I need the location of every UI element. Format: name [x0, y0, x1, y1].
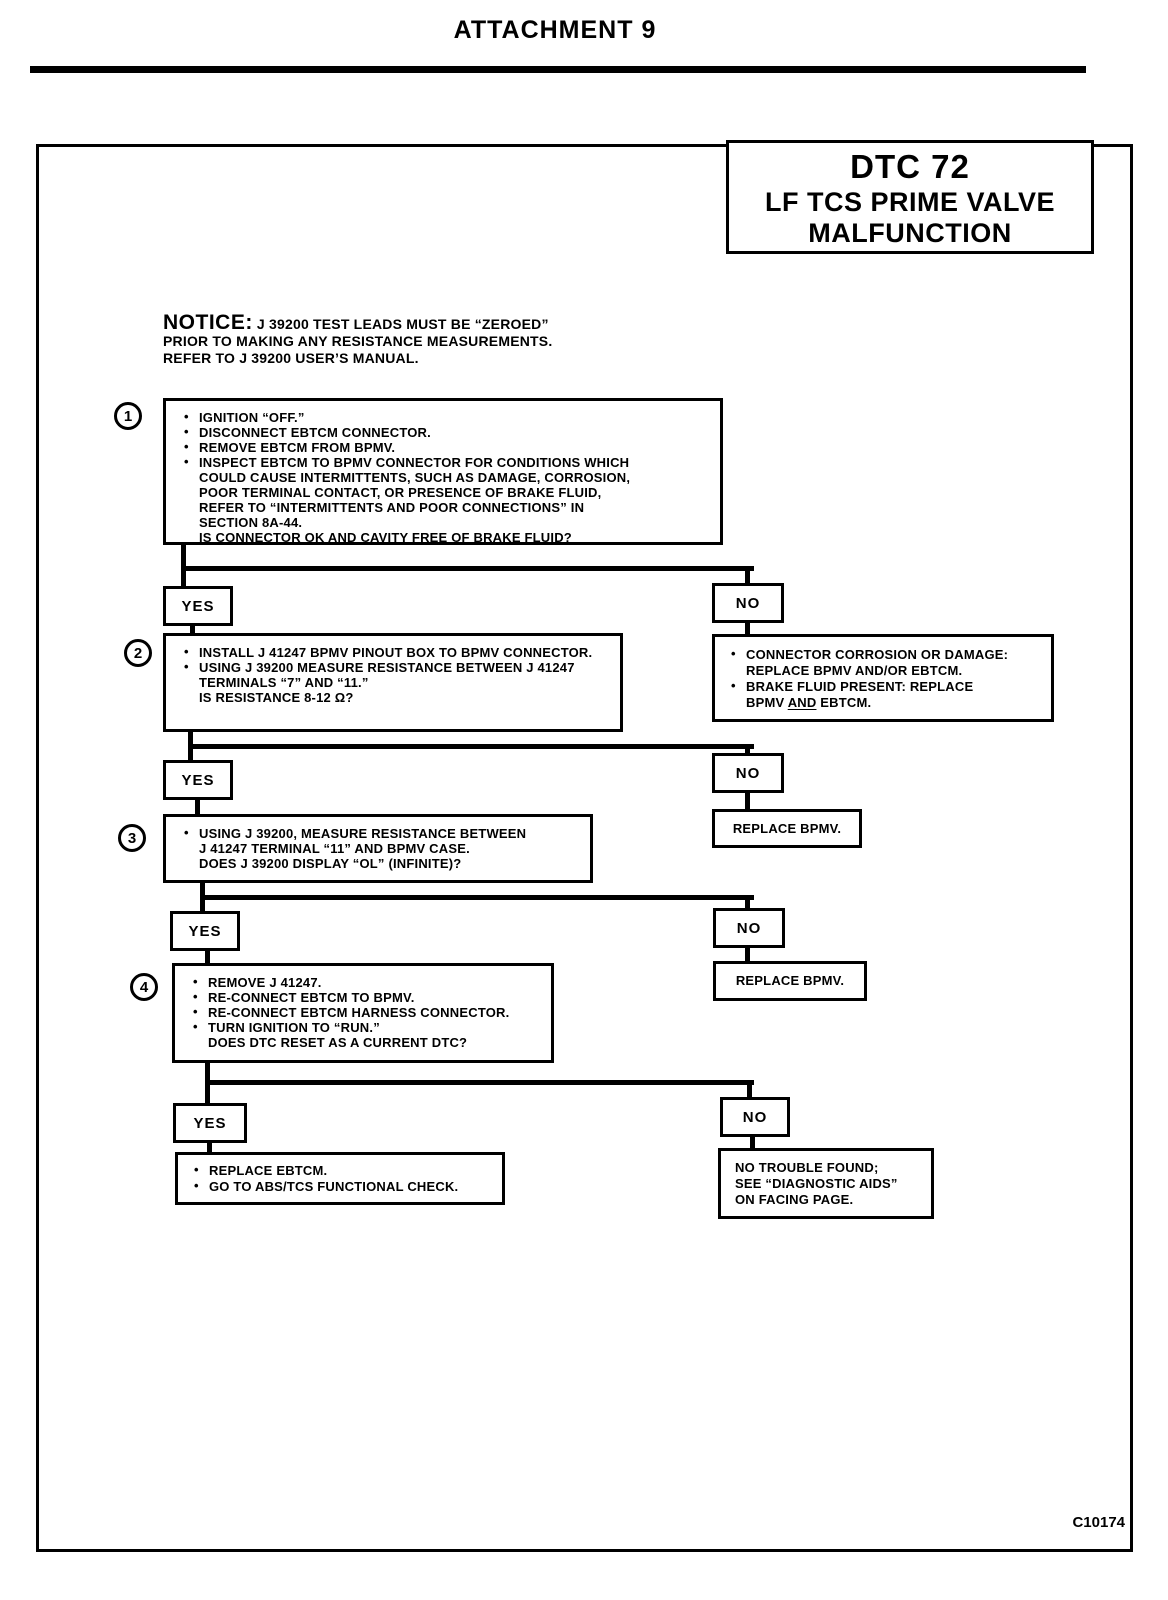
step-1-bullet: • IGNITION “OFF.” [182, 410, 644, 425]
yes-branch-2: YES [163, 760, 233, 800]
result-line: SEE “DIAGNOSTIC AIDS” [735, 1176, 898, 1191]
step-1-bullet: • REMOVE EBTCM FROM BPMV. [182, 440, 644, 455]
flow-connector [200, 895, 754, 900]
flow-connector [747, 1080, 752, 1097]
step-3-number: 3 [118, 824, 146, 852]
step-2-box [163, 633, 623, 732]
result-no-trouble-box [718, 1148, 934, 1219]
figure-code: C10174 [1072, 1514, 1125, 1531]
step-2-number: 2 [124, 639, 152, 667]
step-2-bullet: • USING J 39200 MEASURE RESISTANCE BETWEEN J 41247 TERMINALS “7” AND “11.” [182, 660, 602, 690]
no-branch-1: NO [712, 583, 784, 623]
step-1-question: IS CONNECTOR OK AND CAVITY FREE OF BRAKE FLUID? [199, 530, 572, 545]
dtc-title-line2: MALFUNCTION [808, 218, 1012, 248]
flow-connector [745, 566, 750, 583]
result-line: CONNECTOR CORROSION OR DAMAGE: [746, 647, 1009, 662]
flow-connector [745, 793, 750, 809]
result-bullet: • GO TO ABS/TCS FUNCTIONAL CHECK. [192, 1179, 490, 1195]
flow-connector [750, 1137, 755, 1148]
step-3-question: DOES J 39200 DISPLAY “OL” (INFINITE)? [199, 856, 462, 871]
result-bullet [729, 679, 1039, 711]
result-line: BRAKE FLUID PRESENT: REPLACE [746, 679, 974, 694]
step-4-bullet: • REMOVE J 41247. [191, 975, 535, 990]
flow-connector [745, 948, 750, 961]
yes-branch-3: YES [170, 911, 240, 951]
flow-connector [205, 1080, 754, 1085]
result-line: NO TROUBLE FOUND; [735, 1160, 879, 1175]
notice-label: NOTICE: [163, 311, 253, 334]
flow-connector [181, 566, 754, 571]
result-line: REPLACE BPMV AND/OR EBTCM. [746, 663, 963, 678]
step-3-bullet: • USING J 39200, MEASURE RESISTANCE BETWEEN J 41247 TERMINAL “11” AND BPMV CASE. [182, 826, 532, 856]
step-2-bullet: • INSTALL J 41247 BPMV PINOUT BOX TO BPMV CONNECTOR. [182, 645, 602, 660]
header-rule [30, 66, 1086, 73]
result-line: ON FACING PAGE. [735, 1192, 854, 1207]
result-replace-bpmv-box: REPLACE BPMV. [712, 809, 862, 848]
no-branch-2: NO [712, 753, 784, 793]
yes-branch-1: YES [163, 586, 233, 626]
dtc-title-line1: LF TCS PRIME VALVE [764, 187, 1055, 217]
flow-connector [205, 951, 210, 963]
step-3-box [163, 814, 593, 883]
step-4-box [172, 963, 554, 1063]
result-bullet: • REPLACE EBTCM. [192, 1163, 490, 1179]
page-title: ATTACHMENT 9 [453, 16, 657, 44]
notice-line3: REFER TO J 39200 USER’S MANUAL. [163, 350, 419, 366]
flow-connector [207, 1143, 212, 1152]
result-line: BPMV [746, 695, 788, 710]
step-4-bullet: • RE-CONNECT EBTCM HARNESS CONNECTOR. [191, 1005, 535, 1020]
step-1-number: 1 [114, 402, 142, 430]
dtc-title-box [726, 140, 1094, 254]
dtc-code: DTC 72 [850, 148, 970, 185]
notice-line1: J 39200 TEST LEADS MUST BE “ZEROED” [256, 316, 549, 332]
flow-connector [745, 895, 750, 908]
flow-connector [188, 744, 754, 749]
step-1-box [163, 398, 723, 545]
step-2-question: IS RESISTANCE 8-12 Ω? [199, 690, 354, 705]
no-branch-4: NO [720, 1097, 790, 1137]
flow-connector [195, 800, 200, 814]
result-bullet [729, 647, 1039, 679]
underlined-and: AND [787, 695, 817, 710]
step-1-bullet: • DISCONNECT EBTCM CONNECTOR. [182, 425, 644, 440]
step-4-bullet: • TURN IGNITION TO “RUN.” [191, 1020, 535, 1035]
result-replace-ebtcm-box [175, 1152, 505, 1205]
notice-line2: PRIOR TO MAKING ANY RESISTANCE MEASUREMENTS. [163, 333, 553, 349]
step-4-number: 4 [130, 973, 158, 1001]
step-1-bullet: • INSPECT EBTCM TO BPMV CONNECTOR FOR CONDITIONS WHICH COULD CAUSE INTERMITTENTS, SUCH AS DAMAGE, CORROSION, POOR TERMINAL CONTACT, OR PRESENCE OF BRAKE FLUID, REFER TO “INTERMITTENTS AND POOR CONNECTIONS” IN SECTION 8A-44. [182, 455, 644, 530]
result-replace-bpmv-box: REPLACE BPMV. [713, 961, 867, 1001]
no-branch-3: NO [713, 908, 785, 948]
flow-connector [745, 623, 750, 634]
notice-text [163, 311, 653, 367]
step-4-bullet: • RE-CONNECT EBTCM TO BPMV. [191, 990, 535, 1005]
result-line: EBTCM. [816, 695, 872, 710]
yes-branch-4: YES [173, 1103, 247, 1143]
flow-connector [745, 744, 750, 753]
step-4-question: DOES DTC RESET AS A CURRENT DTC? [208, 1035, 468, 1050]
result-connector-damage-box [712, 634, 1054, 722]
